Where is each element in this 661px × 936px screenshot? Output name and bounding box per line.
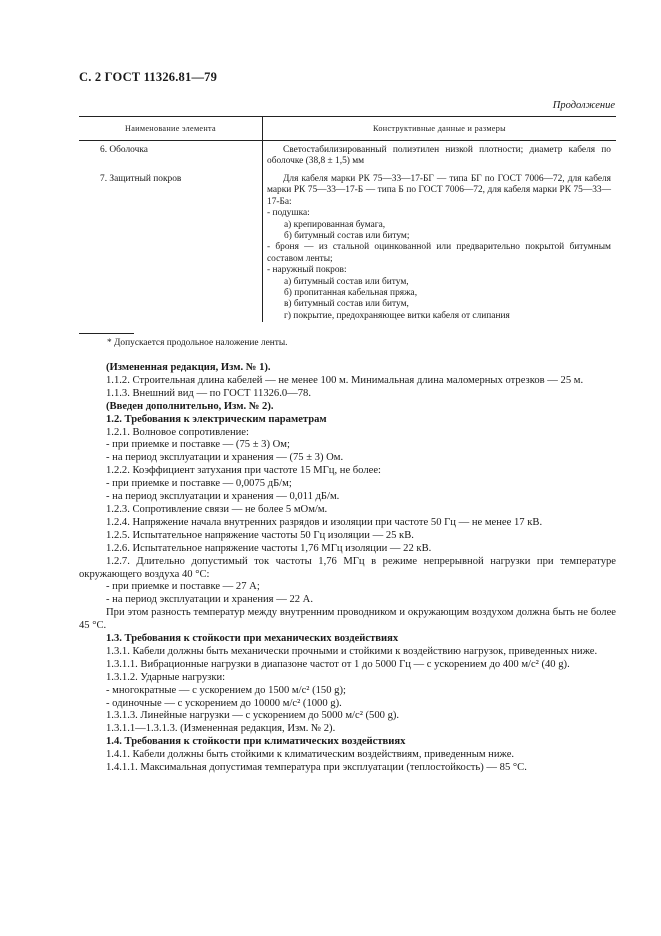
desc-line: г) покрытие, предохраняющее витки кабеля от слипания [284,310,510,321]
table-header-element: Наименование элемента [125,124,216,133]
list-item: - многократные — с ускорением до 1500 м/с² (150 g); [106,684,346,696]
paragraph: 1.1.2. Строительная длина кабелей — не менее 100 м. Минимальная длина маломерных отрезков — 25 м. [106,374,584,386]
amendment-note: 1.3.1.1—1.3.1.3. (Измененная редакция, Изм. № 2). [106,723,336,735]
list-item: - при приемке и поставке — 27 А; [106,581,260,593]
paragraph: 1.4.1. Кабели должны быть стойкими к климатическим воздействиям, приведенным ниже. [106,749,515,761]
list-item: - при приемке и поставке — 0,0075 дБ/м; [106,478,292,490]
section-heading: 1.2. Требования к электрическим параметрам [106,413,327,425]
desc-line: - подушка: [267,208,310,219]
desc-line: б) битумный состав или битум; [284,231,410,242]
desc-line: - наружный покров: [267,265,347,276]
desc-line: Светостабилизированный полиэтилен низкой плотности; диаметр кабеля по оболочке (38,8 ± 1,5) мм [267,145,611,167]
continuation-label: Продолжение [552,100,615,111]
desc-line: а) битумный состав или битум, [284,276,409,287]
table-row-name: 6. Оболочка [100,145,148,155]
table-header-rule [79,140,616,141]
paragraph: 1.3.1. Кабели должны быть механически прочными и стойкими к воздействию нагрузок, приведенных ниже. [106,645,598,657]
table-top-rule [79,116,616,117]
body-text [79,362,616,775]
paragraph: 1.3.1.1. Вибрационные нагрузки в диапазоне частот от 1 до 5000 Гц — с ускорением до 400 м/с² (40 g). [106,658,570,670]
table-column-divider [262,116,263,322]
section-heading: 1.3. Требования к стойкости при механических воздействиях [106,633,399,645]
paragraph: 1.2.3. Сопротивление связи — не более 5 мОм/м. [106,503,328,515]
paragraph: При этом разность температур между внутренним проводником и окружающим воздухом должна быть не более 45 °С. [79,607,616,632]
paragraph: 1.2.5. Испытательное напряжение частоты 50 Гц изоляции — 25 кВ. [106,529,414,541]
table-row-desc [267,145,611,168]
page-title: С. 2 ГОСТ 11326.81—79 [79,70,218,84]
list-item: - на период эксплуатации и хранения — 0,011 дБ/м. [106,491,340,503]
table-row-desc [267,174,611,322]
footnote-rule [79,333,134,334]
paragraph: 1.4.1.1. Максимальная допустимая температура при эксплуатации (теплостойкость) — 85 °С. [106,762,527,774]
list-item: - одиночные — с ускорением до 10000 м/с² (1000 g). [106,697,342,709]
desc-line: а) крепированная бумага, [284,219,386,230]
desc-line: Для кабеля марки РК 75—33—17-БГ — типа БГ по ГОСТ 7006—72, для кабеля марки РК 75—33—17-Б — типа Б по ГОСТ 7006—72, для кабеля марки РК 75—33—17-Ба: [267,174,611,207]
paragraph: 1.2.7. Длительно допустимый ток частоты 1,76 МГц в режиме непрерывной нагрузки при температуре окружающего воздуха 40 °С: [79,555,616,580]
desc-line: - броня — из стальной оцинкованной или предварительно покрытой битумным составом ленты; [267,242,611,264]
paragraph: 1.3.1.3. Линейные нагрузки — с ускорением до 5000 м/с² (500 g). [106,710,400,722]
amendment-note: (Измененная редакция, Изм. № 1). [106,362,271,373]
paragraph: 1.2.2. Коэффициент затухания при частоте 15 МГц, не более: [106,465,381,477]
list-item: - при приемке и поставке — (75 ± 3) Ом; [106,439,290,451]
desc-line: б) пропитанная кабельная пряжа, [284,288,418,299]
amendment-note: (Введен дополнительно, Изм. № 2). [106,400,274,412]
list-item: - на период эксплуатации и хранения — (75 ± 3) Ом. [106,452,344,464]
desc-line: в) битумный состав или битум, [284,299,409,310]
table-header-data: Конструктивные данные и размеры [373,124,506,133]
table-row-name: 7. Защитный покров [100,174,182,184]
list-item: - на период эксплуатации и хранения — 22 А. [106,594,313,606]
section-heading: 1.4. Требования к стойкости при климатических воздействиях [106,736,406,748]
paragraph: 1.1.3. Внешний вид — по ГОСТ 11326.0—78. [106,387,312,399]
paragraph: 1.2.6. Испытательное напряжение частоты 1,76 МГц изоляции — 22 кВ. [106,542,432,554]
paragraph: 1.3.1.2. Ударные нагрузки: [106,671,226,683]
paragraph: 1.2.4. Напряжение начала внутренних разрядов и изоляции при частоте 50 Гц — не менее 17 кВ. [106,516,543,528]
footnote: * Допускается продольное наложение ленты. [107,338,288,348]
paragraph: 1.2.1. Волновое сопротивление: [106,426,249,438]
